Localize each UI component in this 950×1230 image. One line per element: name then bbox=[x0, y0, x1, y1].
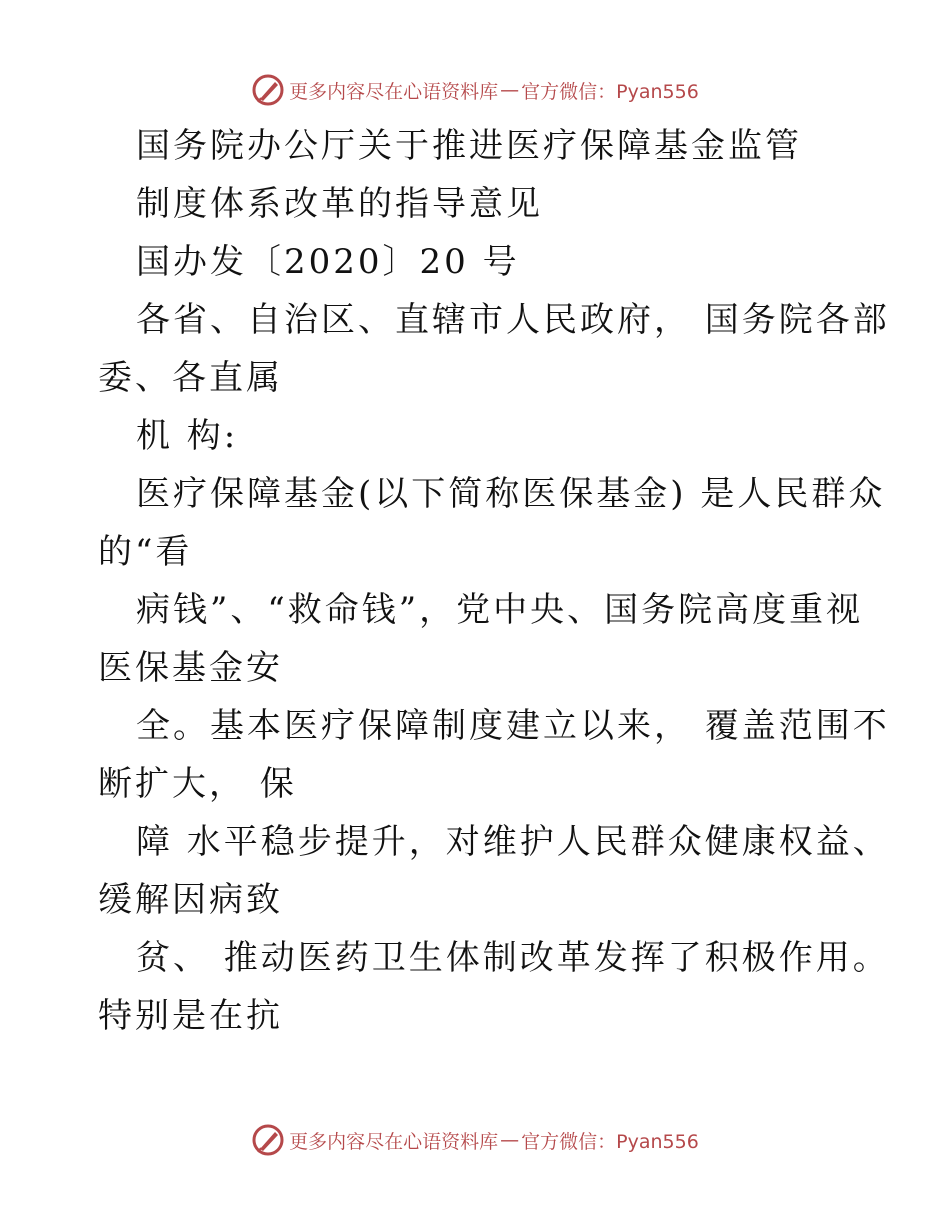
watermark-header bbox=[0, 70, 950, 110]
watermark-footer bbox=[0, 1120, 950, 1160]
body-line: 断扩大， 保 bbox=[98, 764, 297, 804]
body-line: 委、各直属 bbox=[98, 358, 283, 398]
watermark-contact-text: 官方微信：Pyan556 bbox=[521, 80, 699, 103]
body-line: 医保基金安 bbox=[98, 648, 283, 688]
watermark-dash: — bbox=[500, 79, 520, 101]
document-title-line-1: 国务院办公厅关于推进医疗保障基金监管 bbox=[136, 126, 802, 166]
body-line: 障 水平稳步提升，对维护人民群众健康权益、 bbox=[136, 822, 890, 862]
watermark-contact-text: 官方微信：Pyan556 bbox=[521, 1130, 699, 1153]
body-line: 全。基本医疗保障制度建立以来， 覆盖范围不 bbox=[136, 706, 890, 746]
body-line: 特别是在抗 bbox=[98, 996, 283, 1036]
watermark-main-text: 更多内容尽在心语资料库 bbox=[289, 80, 499, 103]
document-title-line-2: 制度体系改革的指导意见 bbox=[136, 184, 543, 224]
body-line: 医疗保障基金(以下简称医保基金) 是人民群众 bbox=[136, 474, 886, 514]
body-line: 贫、 推动医药卫生体制改革发挥了积极作用。 bbox=[136, 938, 890, 978]
watermark-main-text: 更多内容尽在心语资料库 bbox=[289, 1130, 499, 1153]
quill-logo-icon bbox=[251, 73, 285, 107]
body-line: 各省、自治区、直辖市人民政府， 国务院各部 bbox=[136, 300, 890, 340]
body-line: 病钱”、“救命钱”，党中央、国务院高度重视 bbox=[136, 590, 864, 630]
body-line: 机 构: bbox=[136, 416, 239, 456]
body-line: 缓解因病致 bbox=[98, 880, 283, 920]
document-number: 国办发〔2020〕20 号 bbox=[136, 242, 520, 282]
watermark-dash: — bbox=[500, 1129, 520, 1151]
body-line: 的“看 bbox=[98, 532, 193, 572]
quill-logo-icon bbox=[251, 1123, 285, 1157]
